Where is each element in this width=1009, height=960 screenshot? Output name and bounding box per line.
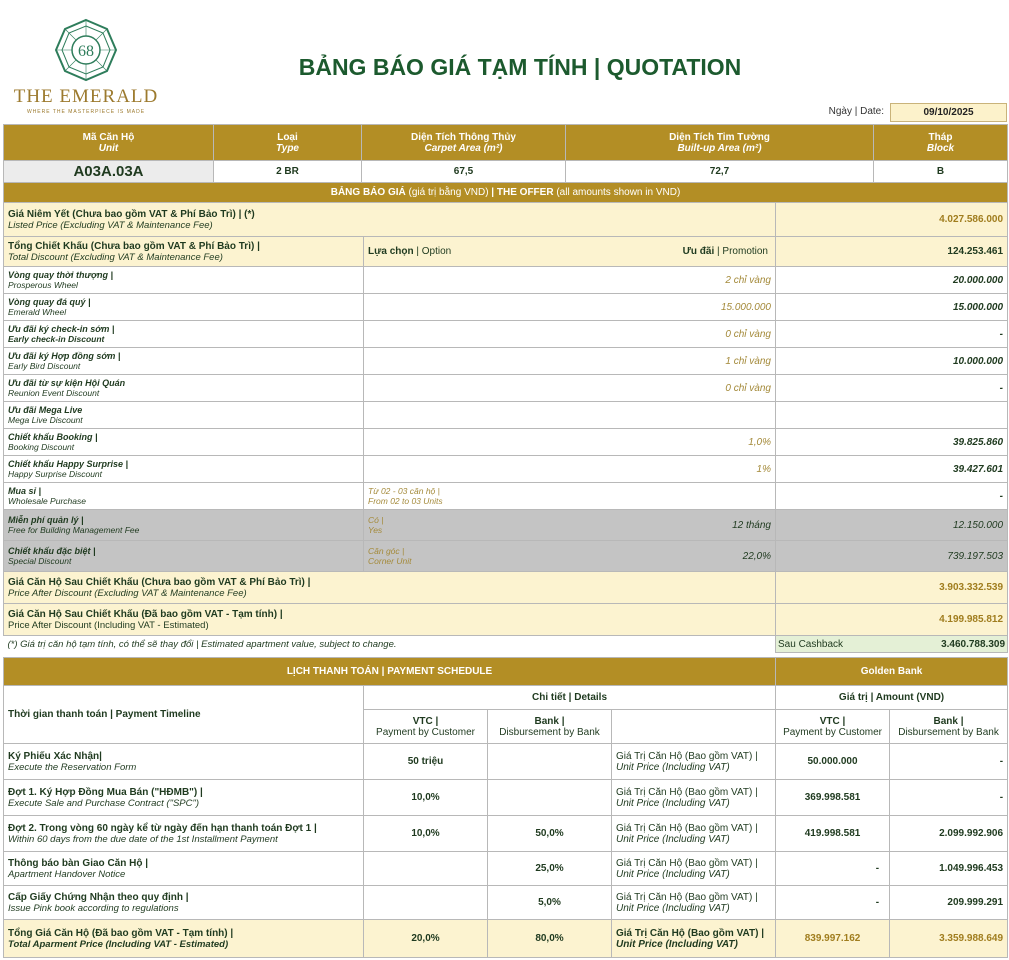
listed-price-amount: 4.027.586.000 (776, 203, 1008, 237)
date-label: Ngày | Date: (828, 106, 884, 117)
unit-info-table (3, 124, 1008, 183)
schedule-total-row: Tổng Giá Căn Hộ (Đã bao gồm VAT - Tạm tính) | Total Aparment Price (Including VAT - Estimated) 20,0% 80,0% Giá Trị Căn Hộ (Bao gồm VAT) | Unit Price (Including VAT) 839.997.162 3.359.988.649 (4, 920, 1008, 958)
builtup-area: 72,7 (566, 161, 874, 183)
total-discount-amount: 124.253.461 (776, 237, 1008, 267)
emerald-logo-icon (54, 18, 118, 82)
discount-row: Vòng quay thời thượng | Prosperous Wheel 2 chỉ vàng 20.000.000 (4, 267, 1008, 294)
price-after-discount-incl-amount: 4.199.985.812 (776, 604, 1008, 636)
payment-schedule-table (3, 657, 1008, 958)
cashback (776, 636, 1008, 653)
vtc-amount-header: VTC | Payment by Customer (776, 710, 890, 744)
logo-number: 68 (78, 43, 94, 60)
schedule-row: Đợt 2. Trong vòng 60 ngày kể từ ngày đến hạn thanh toán Đợt 1 | Within 60 days from the due date of the 1st Installment Payment 10,0% 50,0% Giá Trị Căn Hộ (Bao gồm VAT) | Unit Price (Including VAT) 419.998.581 2.099.992.906 (4, 816, 1008, 852)
block: B (874, 161, 1008, 183)
schedule-row: Cấp Giấy Chứng Nhận theo quy định | Issue Pink book according to regulations 5,0% Giá Trị Căn Hộ (Bao gồm VAT) | Unit Price (Including VAT) - 209.999.291 (4, 886, 1008, 920)
bank-amount-header: Bank | Disbursement by Bank (890, 710, 1008, 744)
schedule-row: Thông báo bàn Giao Căn Hộ | Apartment Handover Notice 25,0% Giá Trị Căn Hộ (Bao gồm VAT) | Unit Price (Including VAT) - 1.049.996.453 (4, 852, 1008, 886)
unit-type: 2 BR (214, 161, 362, 183)
price-after-discount-excl-label: Giá Căn Hộ Sau Chiết Khấu (Chưa bao gồm VAT & Phí Bảo Trì) | Price After Discount (Excluding VAT & Maintenance Fee) (4, 572, 776, 604)
block-header: Tháp Block (874, 125, 1008, 161)
listed-price-label: Giá Niêm Yết (Chưa bao gồm VAT & Phí Bảo Trì) | (*) Listed Price (Excluding VAT & Maintenance Fee) (4, 203, 776, 237)
page-header (0, 0, 1009, 122)
page-title: BẢNG BÁO GIÁ TẠM TÍNH | QUOTATION (298, 54, 742, 80)
discount-row: Vòng quay đá quý | Emerald Wheel 15.000.000 15.000.000 (4, 294, 1008, 321)
discount-row: Chiết khấu Booking | Booking Discount 1,0% 39.825.860 (4, 429, 1008, 456)
price-after-discount-excl-amount: 3.903.332.539 (776, 572, 1008, 604)
discount-row: Ưu đãi ký check-in sớm | Early check-in Discount 0 chỉ vàng - (4, 321, 1008, 348)
logo (8, 18, 164, 115)
offer-heading: BẢNG BÁO GIÁ (giá trị bằng VND) | THE OFFER (all amounts shown in VND) (4, 183, 1008, 203)
discount-row: Mua sỉ | Wholesale Purchase Từ 02 - 03 căn hộ | From 02 to 03 Units - (4, 483, 1008, 510)
offer-table (3, 182, 1008, 653)
discount-row: Ưu đãi ký Hợp đồng sớm | Early Bird Discount 1 chỉ vàng 10.000.000 (4, 348, 1008, 375)
cashback-label: Sau Cashback (778, 638, 844, 650)
schedule-row: Đợt 1. Ký Hợp Đồng Mua Bán ("HĐMB") | Execute Sale and Purchase Contract ("SPC") 10,0% Giá Trị Căn Hộ (Bao gồm VAT) | Unit Price (Including VAT) 369.998.581 - (4, 780, 1008, 816)
option-promotion-header: Lựa chọn | Option Ưu đãi | Promotion (364, 237, 776, 267)
logo-name: THE EMERALD (13, 86, 159, 107)
unit-code: A03A.03A (4, 161, 214, 183)
logo-tagline: WHERE THE MASTERPIECE IS MADE (26, 109, 146, 115)
total-discount-label: Tổng Chiết Khấu (Chưa bao gồm VAT & Phí Bảo Trì) | Total Discount (Excluding VAT & Maintenance Fee) (4, 237, 364, 267)
discount-row: Chiết khấu Happy Surprise | Happy Surprise Discount 1% 39.427.601 (4, 456, 1008, 483)
vtc-header: VTC | Payment by Customer (364, 710, 488, 744)
discount-row: Ưu đãi Mega Live Mega Live Discount (4, 402, 1008, 429)
cashback-amount: 3.460.788.309 (941, 638, 1006, 650)
gray-discount-row: Miễn phí quản lý | Free for Building Management Fee Có | Yes 12 tháng 12.150.000 (4, 510, 1008, 541)
schedule-heading: LỊCH THANH TOÁN | PAYMENT SCHEDULE (4, 658, 776, 686)
timeline-label: Thời gian thanh toán | Payment Timeline (4, 686, 364, 744)
amount-label: Giá trị | Amount (VND) (776, 686, 1008, 710)
schedule-row: Ký Phiếu Xác Nhận| Execute the Reservation Form 50 triệu Giá Trị Căn Hộ (Bao gồm VAT) | Unit Price (Including VAT) 50.000.000 - (4, 744, 1008, 780)
date-value: 09/10/2025 (890, 103, 1007, 122)
golden-bank-heading: Golden Bank (776, 658, 1008, 686)
gray-discount-row: Chiết khấu đặc biệt | Special Discount Căn góc | Corner Unit 22,0% 739.197.503 (4, 541, 1008, 572)
carpet-area-header: Diện Tích Thông Thủy Carpet Area (m²) (362, 125, 566, 161)
estimate-note: (*) Giá trị căn hộ tạm tính, có thể sẽ thay đổi | Estimated apartment value, subject to change. (7, 638, 397, 650)
builtup-area-header: Diện Tích Tim Tường Built-up Area (m²) (566, 125, 874, 161)
details-label: Chi tiết | Details (364, 686, 776, 710)
unit-header: Mã Căn Hộ Unit (4, 125, 214, 161)
carpet-area: 67,5 (362, 161, 566, 183)
discount-row: Ưu đãi từ sự kiện Hội Quán Reunion Event Discount 0 chỉ vàng - (4, 375, 1008, 402)
price-after-discount-incl-label: Giá Căn Hộ Sau Chiết Khấu (Đã bao gồm VAT - Tạm tính) | Price After Discount (Including VAT - Estimated) (4, 604, 776, 636)
type-header: Loại Type (214, 125, 362, 161)
bank-header: Bank | Disbursement by Bank (488, 710, 612, 744)
